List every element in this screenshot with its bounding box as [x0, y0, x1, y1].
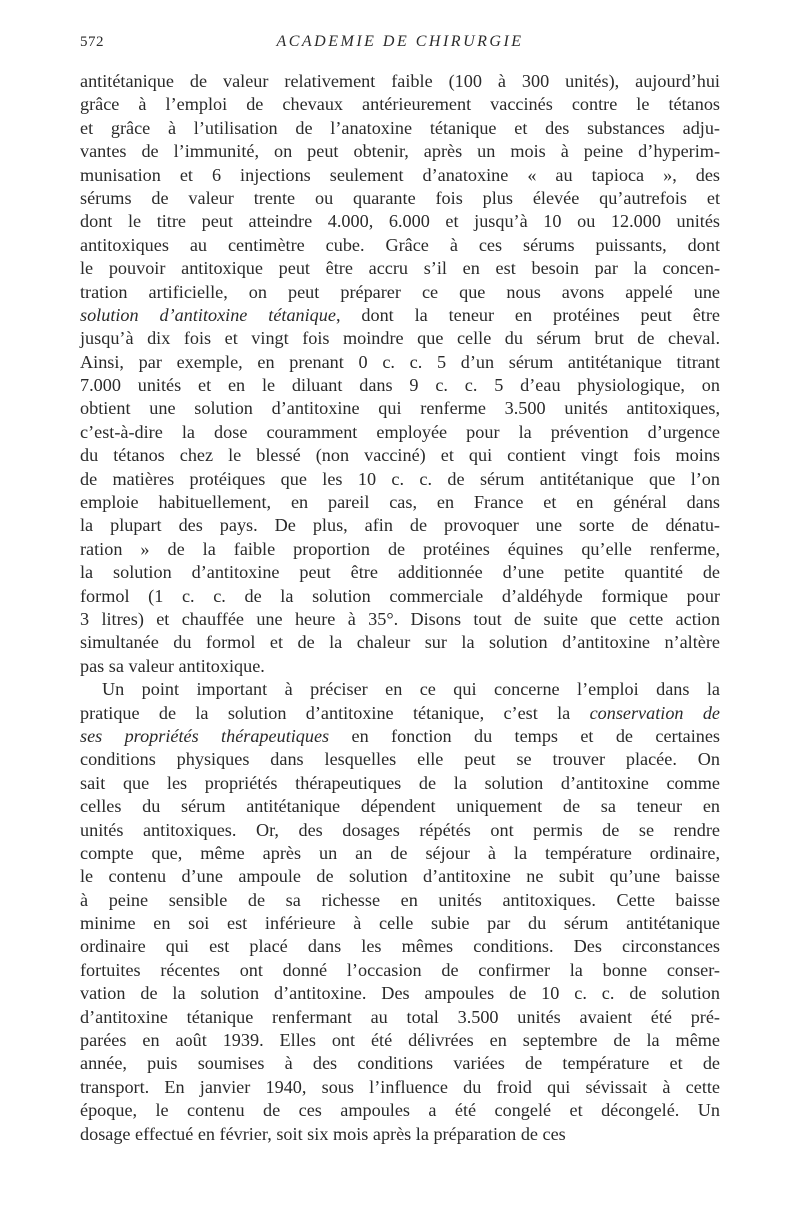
text-segment: munisation et 6 injections seulement d’anatoxine « au tapioca », des [80, 164, 720, 185]
body-text [80, 70, 720, 1146]
text-line [80, 959, 720, 982]
text-line [80, 374, 720, 397]
text-line [80, 748, 720, 771]
text-line [80, 93, 720, 116]
text-segment: et grâce à l’utilisation de l’anatoxine tétanique et des substances adju- [80, 117, 720, 138]
text-segment: pas sa valeur antitoxique. [80, 655, 265, 676]
text-segment: ordinaire qui est placé dans les mêmes conditions. Des circonstances [80, 936, 720, 957]
italic-text: ses propriétés thérapeutiques [80, 725, 330, 746]
running-head: ACADEMIE DE CHIRURGIE [276, 33, 524, 50]
paragraph [80, 678, 720, 1146]
text-segment: Ainsi, par exemple, en prenant 0 c. c. 5 d’un sérum antitétanique titrant [80, 351, 720, 372]
text-line [80, 702, 720, 725]
text-line [80, 772, 720, 795]
text-segment: en fonction du temps et de certaines [329, 725, 720, 746]
text-segment: de matières protéiques que les 10 c. c. de sérum antitétanique que l’on [80, 468, 720, 489]
text-line [80, 608, 720, 631]
text-line [80, 538, 720, 561]
text-segment: Un point important à préciser en ce qui concerne l’emploi dans la [102, 679, 720, 700]
text-segment: jusqu’à dix fois et vingt fois moindre que celle du sérum brut de cheval. [80, 328, 720, 349]
text-segment: simultanée du formol et de la chaleur sur la solution d’antitoxine n’altère [80, 632, 720, 653]
text-segment: tration artificielle, on peut préparer ce que nous avons appelé une [80, 281, 720, 302]
text-segment: compte que, même après un an de séjour à la température ordinaire, [80, 842, 720, 863]
text-line [80, 444, 720, 467]
text-line [80, 491, 720, 514]
text-segment: la plupart des pays. De plus, afin de provoquer une sorte de dénatu- [80, 515, 720, 536]
text-line [80, 327, 720, 350]
text-line [80, 912, 720, 935]
text-line [80, 865, 720, 888]
text-segment: conditions physiques dans lesquelles elle peut se trouver placée. On [80, 749, 720, 770]
text-segment: à peine sensible de sa richesse en unités antitoxiques. Cette baisse [80, 889, 720, 910]
text-line [80, 140, 720, 163]
text-segment: antitoxiques au centimètre cube. Grâce à ces sérums puissants, dont [80, 234, 720, 255]
text-line [80, 678, 720, 701]
text-line [80, 1099, 720, 1122]
text-line [80, 1029, 720, 1052]
text-segment: formol (1 c. c. de la solution commerciale d’aldéhyde formique pour [80, 585, 720, 606]
text-segment: dosage effectué en février, soit six mois après la préparation de ces [80, 1123, 566, 1144]
text-segment: 3 litres) et chauffée une heure à 35°. Disons tout de suite que cette action [80, 608, 720, 629]
text-segment: année, puis soumises à des conditions variées de température et de [80, 1053, 720, 1074]
text-segment: grâce à l’emploi de chevaux antérieurement vaccinés contre le tétanos [80, 94, 720, 115]
text-segment: transport. En janvier 1940, sous l’influence du froid qui sévissait à cette [80, 1076, 720, 1097]
text-line [80, 70, 720, 93]
text-segment: c’est-à-dire la dose couramment employée pour la prévention d’urgence [80, 421, 720, 442]
text-line [80, 631, 720, 654]
text-line [80, 397, 720, 420]
text-segment: dont le titre peut atteindre 4.000, 6.000 et jusqu’à 10 ou 12.000 unités [80, 211, 720, 232]
text-segment: ration » de la faible proportion de protéines équines qu’elle renferme, [80, 538, 720, 559]
text-line [80, 795, 720, 818]
text-line [80, 842, 720, 865]
text-segment: , dont la teneur en protéines peut être [335, 304, 720, 325]
text-line [80, 210, 720, 233]
page [80, 30, 720, 1146]
text-line [80, 889, 720, 912]
text-line [80, 935, 720, 958]
text-segment: emploie habituellement, en pareil cas, en France et en général dans [80, 492, 720, 513]
text-line [80, 1123, 720, 1146]
italic-text: solution d’antitoxine tétanique [80, 304, 336, 325]
text-segment: minime en soi est inférieure à celle subie par du sérum antitétanique [80, 913, 720, 934]
text-segment: parées en août 1939. Elles ont été délivrées en septembre de la même [80, 1030, 720, 1051]
text-line [80, 585, 720, 608]
text-line [80, 1006, 720, 1029]
text-line [80, 819, 720, 842]
text-segment: vantes de l’immunité, on peut obtenir, après un mois à peine d’hyperim- [80, 141, 720, 162]
text-line [80, 982, 720, 1005]
text-segment: unités antitoxiques. Or, des dosages répétés ont permis de se rendre [80, 819, 720, 840]
text-segment: le contenu d’une ampoule de solution d’antitoxine ne subit qu’une baisse [80, 866, 720, 887]
text-segment: vation de la solution d’antitoxine. Des ampoules de 10 c. c. de solution [80, 983, 720, 1004]
text-line [80, 655, 720, 678]
text-segment: pratique de la solution d’antitoxine tétanique, c’est la [80, 702, 590, 723]
text-line [80, 304, 720, 327]
paragraph [80, 70, 720, 678]
text-line [80, 351, 720, 374]
text-line [80, 725, 720, 748]
text-line [80, 281, 720, 304]
text-line [80, 1052, 720, 1075]
text-segment: celles du sérum antitétanique dépendent uniquement de sa teneur en [80, 796, 720, 817]
text-segment: époque, le contenu de ces ampoules a été congelé et décongelé. Un [80, 1100, 720, 1121]
text-segment: fortuites récentes ont donné l’occasion de confirmer la bonne conser- [80, 959, 720, 980]
text-line [80, 1076, 720, 1099]
text-line [80, 257, 720, 280]
text-segment: du tétanos chez le blessé (non vacciné) et qui contient vingt fois moins [80, 445, 720, 466]
text-segment: le pouvoir antitoxique peut être accru s’il en est besoin par la concen- [80, 258, 720, 279]
text-line [80, 234, 720, 257]
text-segment: obtient une solution d’antitoxine qui renferme 3.500 unités antitoxiques, [80, 398, 720, 419]
text-segment: d’antitoxine tétanique renfermant au total 3.500 unités avaient été pré- [80, 1006, 720, 1027]
text-segment: 7.000 unités et en le diluant dans 9 c. c. 5 d’eau physiologique, on [80, 375, 720, 396]
text-line [80, 514, 720, 537]
page-header [80, 30, 720, 56]
text-line [80, 187, 720, 210]
text-line [80, 421, 720, 444]
text-segment: sérums de valeur trente ou quarante fois plus élevée qu’autrefois et [80, 187, 720, 208]
page-number: 572 [80, 34, 104, 50]
text-segment: antitétanique de valeur relativement faible (100 à 300 unités), aujourd’hui [80, 71, 720, 91]
text-line [80, 561, 720, 584]
text-segment: sait que les propriétés thérapeutiques de la solution d’antitoxine comme [80, 772, 720, 793]
italic-text: conservation de [589, 702, 720, 723]
text-segment: la solution d’antitoxine peut être additionnée d’une petite quantité de [80, 562, 720, 583]
text-line [80, 164, 720, 187]
text-line [80, 117, 720, 140]
text-line [80, 468, 720, 491]
